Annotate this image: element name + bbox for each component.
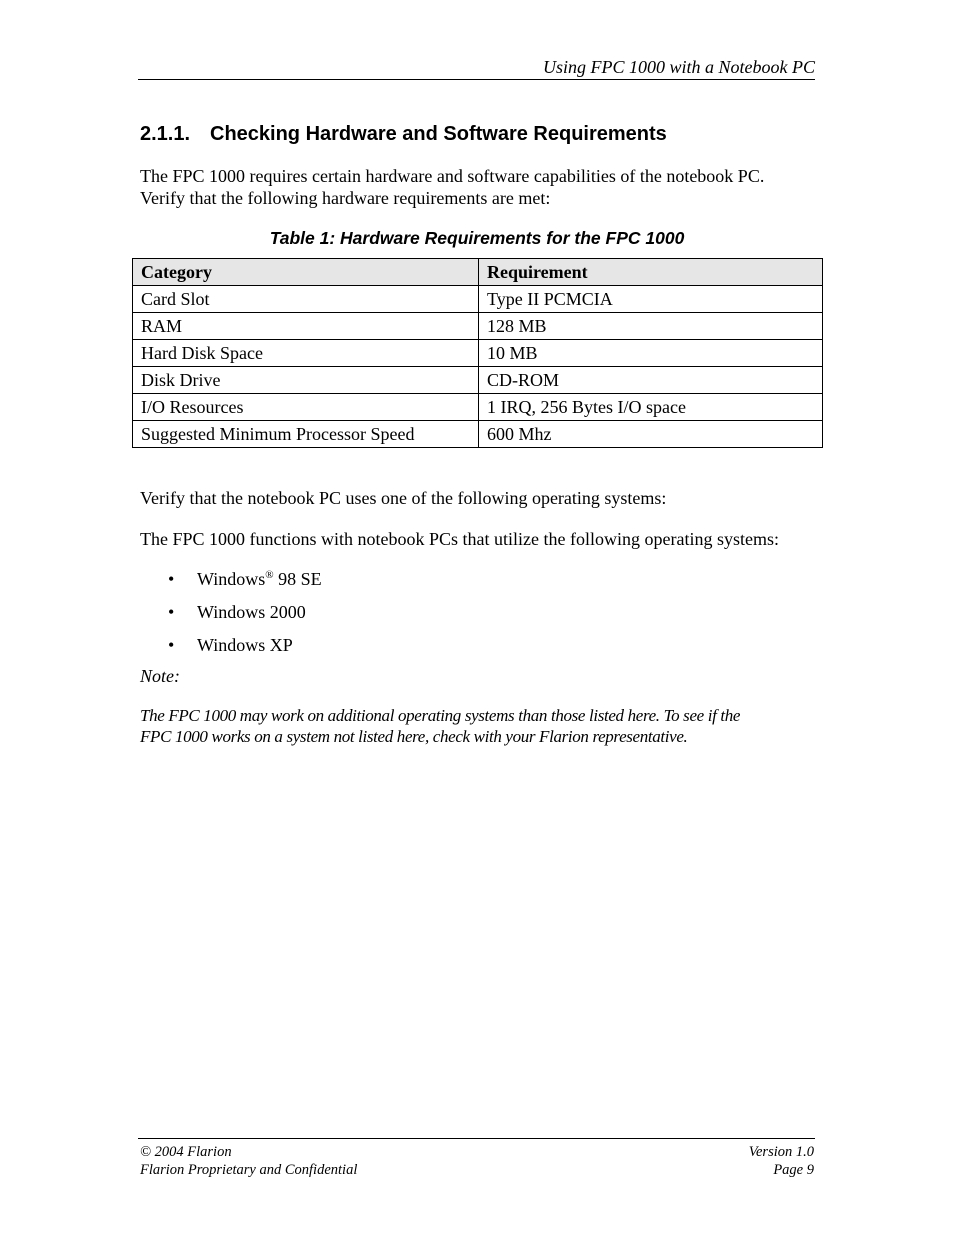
os-name: Windows 2000	[197, 602, 306, 622]
section-title: Checking Hardware and Software Requirements	[210, 123, 667, 145]
table-row	[133, 421, 823, 448]
footer-confidential: Flarion Proprietary and Confidential	[140, 1162, 358, 1178]
footer-left	[140, 1143, 357, 1179]
intro-line-1: The FPC 1000 requires certain hardware and software capabilities of the notebook PC.	[140, 166, 765, 186]
bullet-icon: •	[168, 602, 175, 622]
page-footer	[138, 1138, 815, 1178]
cell-category: Card Slot	[133, 286, 479, 313]
table-row	[133, 286, 823, 313]
list-item	[140, 633, 322, 666]
page-header	[138, 56, 815, 80]
verify-os-paragraph: Verify that the notebook PC uses one of the following operating systems:	[140, 488, 667, 508]
table-header-row	[133, 259, 823, 286]
cell-requirement: CD-ROM	[479, 367, 823, 394]
section-number: 2.1.1.	[140, 123, 191, 145]
footer-version: Version 1.0	[748, 1144, 814, 1160]
functions-paragraph: The FPC 1000 functions with notebook PCs that utilize the following operating systems:	[140, 529, 779, 549]
section-heading	[140, 120, 667, 148]
list-item	[140, 600, 322, 633]
cell-category: RAM	[133, 313, 479, 340]
bullet-icon: •	[168, 569, 175, 589]
os-list	[140, 567, 322, 666]
note-text	[140, 705, 820, 747]
cell-requirement: 128 MB	[479, 313, 823, 340]
intro-line-2: Verify that the following hardware requirements are met:	[140, 188, 551, 208]
registered-mark: ®	[265, 569, 274, 581]
note-label: Note:	[140, 666, 180, 686]
bullet-icon: •	[168, 635, 175, 655]
table-row	[133, 313, 823, 340]
table-caption: Table 1: Hardware Requirements for the FPC 1000	[269, 228, 685, 248]
hardware-requirements-table	[132, 258, 823, 448]
os-name: Windows XP	[197, 635, 293, 655]
os-suffix: 98 SE	[273, 569, 322, 589]
header-requirement: Requirement	[479, 259, 823, 286]
cell-requirement: 1 IRQ, 256 Bytes I/O space	[479, 394, 823, 421]
footer-copyright	[140, 1143, 357, 1161]
list-item	[140, 567, 322, 600]
header-category: Category	[133, 259, 479, 286]
cell-requirement: 10 MB	[479, 340, 823, 367]
table-row	[133, 367, 823, 394]
note-line-2: FPC 1000 works on a system not listed here, check with your Flarion representative.	[140, 727, 688, 746]
os-name: Windows	[197, 569, 266, 589]
footer-right	[749, 1143, 814, 1179]
copyright-icon: ©	[140, 1144, 152, 1160]
note-line-1: The FPC 1000 may work on additional operating systems than those listed here. To see if the	[140, 706, 741, 725]
header-title: Using FPC 1000 with a Notebook PC	[543, 57, 815, 77]
copyright-text: 2004 Flarion	[151, 1144, 232, 1160]
cell-requirement: 600 Mhz	[479, 421, 823, 448]
cell-category: Disk Drive	[133, 367, 479, 394]
cell-category: Suggested Minimum Processor Speed	[133, 421, 479, 448]
cell-category: Hard Disk Space	[133, 340, 479, 367]
cell-requirement: Type II PCMCIA	[479, 286, 823, 313]
table-row	[133, 394, 823, 421]
cell-category: I/O Resources	[133, 394, 479, 421]
footer-page-number: Page 9	[773, 1162, 814, 1178]
table-row	[133, 340, 823, 367]
intro-paragraph	[140, 165, 820, 209]
